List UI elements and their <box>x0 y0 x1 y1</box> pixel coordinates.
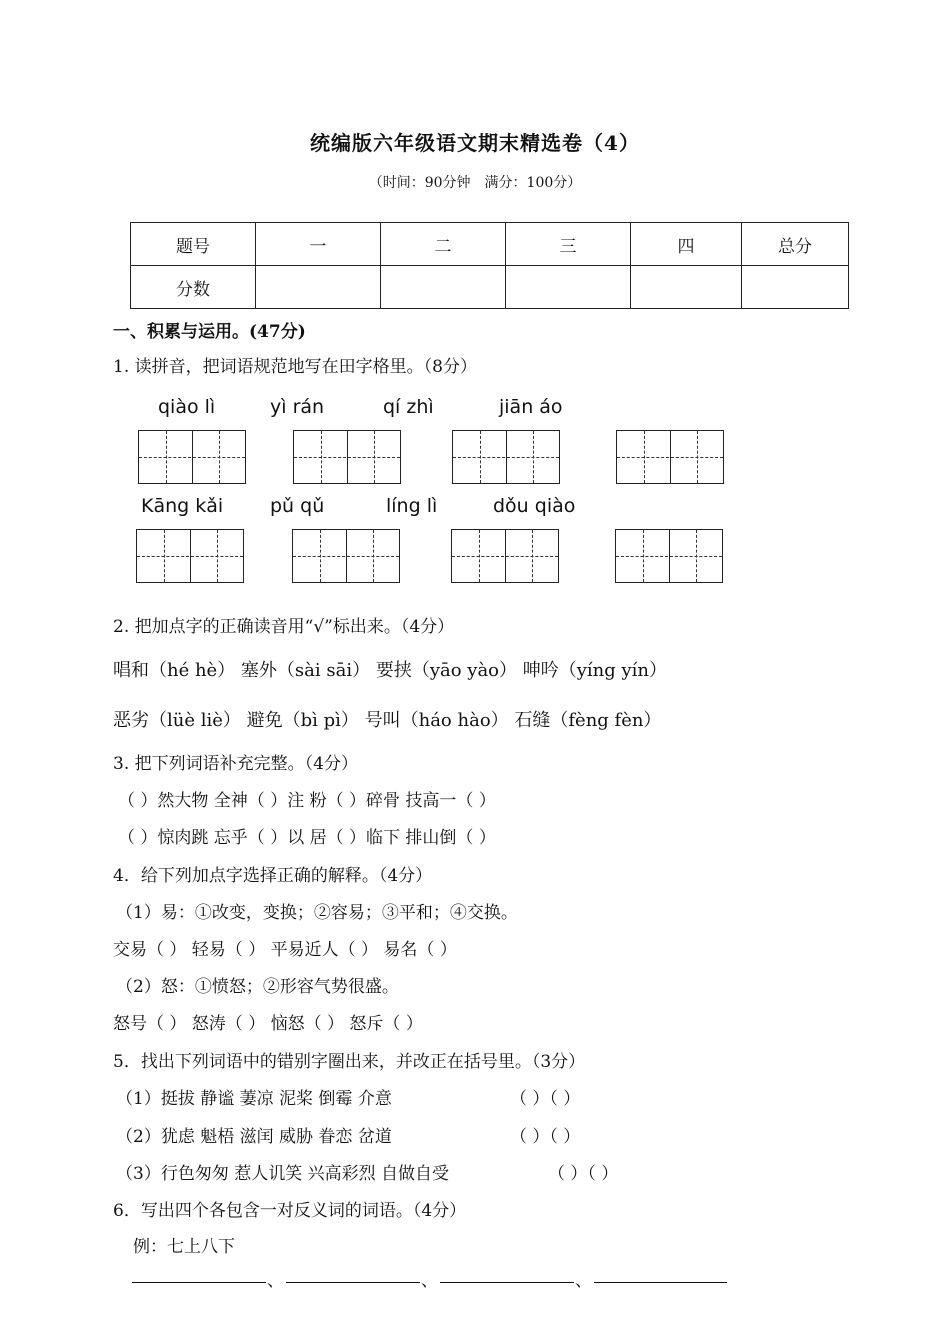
score-table <box>130 222 849 309</box>
section-heading: 一、积累与运用。(47分) <box>113 322 306 342</box>
pinyin: líng lì <box>386 495 438 517</box>
score-cell[interactable] <box>742 266 849 309</box>
header-cell: 总分 <box>742 223 849 266</box>
example-text: 例：七上八下 <box>133 1237 235 1257</box>
question-5-title: 5．找出下列词语中的错别字圈出来，并改正在括号里。（3分） <box>113 1052 586 1072</box>
answer-blank[interactable] <box>132 1282 266 1283</box>
writing-grid[interactable] <box>136 529 244 583</box>
word-list: （2）犹虑 魁梧 滋闰 威胁 眷恋 岔道 <box>116 1127 392 1147</box>
score-cell[interactable] <box>631 266 742 309</box>
pinyin: yì rán <box>270 396 325 418</box>
writing-grid[interactable] <box>451 529 559 583</box>
page-title: 统编版六年级语文期末精选卷（4） <box>310 131 640 155</box>
separator: 、 <box>575 1271 592 1291</box>
header-cell: 四 <box>631 223 742 266</box>
question-3-title: 3. 把下列词语补充完整。（4分） <box>113 754 358 774</box>
score-cell[interactable] <box>506 266 631 309</box>
header-cell: 一 <box>256 223 381 266</box>
exam-info: （时间：90分钟 满分：100分） <box>368 175 582 191</box>
table-row <box>131 223 849 266</box>
answer-brackets: （ ）（ ） <box>510 1127 581 1147</box>
fill-in-line: （ ）惊肉跳 忘乎（ ）以 居（ ）临下 排山倒（ ） <box>118 828 496 848</box>
writing-grid[interactable] <box>292 529 400 583</box>
answer-blank[interactable] <box>286 1282 420 1283</box>
pronunciation-line: 唱和（hé hè） 塞外（sài sāi） 要挟（yāo yào） 呻吟（yíng yín） <box>113 660 668 681</box>
writing-grid[interactable] <box>616 430 724 484</box>
pronunciation-line: 恶劣（lüè liè） 避免（bì pì） 号叫（háo hào） 石缝（fèng fèn） <box>113 710 662 731</box>
word-list: （3）行色匆匆 惹人讥笑 兴高彩烈 自做自受 <box>116 1164 450 1184</box>
answer-brackets: （ ）（ ） <box>548 1164 619 1184</box>
pinyin: Kāng kǎi <box>141 495 224 517</box>
word-list: （1）挺拔 静谧 萋凉 泥桨 倒霉 介意 <box>116 1089 392 1109</box>
pinyin: pǔ qǔ <box>270 495 325 517</box>
question-1-title: 1. 读拼音，把词语规范地写在田字格里。（8分） <box>113 357 477 377</box>
question-4-title: 4．给下列加点字选择正确的解释。（4分） <box>113 866 433 886</box>
score-cell[interactable] <box>381 266 506 309</box>
header-cell: 二 <box>381 223 506 266</box>
definition-line: （1）易：①改变，变换；②容易；③平和；④交换。 <box>116 903 518 923</box>
table-row <box>131 266 849 309</box>
score-cell[interactable] <box>256 266 381 309</box>
definition-line: （2）怒：①愤怒；②形容气势很盛。 <box>116 977 399 997</box>
pinyin: dǒu qiào <box>493 495 576 517</box>
header-cell: 三 <box>506 223 631 266</box>
answer-brackets: （ ）（ ） <box>510 1089 581 1109</box>
writing-grid[interactable] <box>293 430 401 484</box>
writing-grid[interactable] <box>138 430 246 484</box>
header-cell: 题号 <box>131 223 256 266</box>
fill-in-line: （ ）然大物 全神（ ）注 粉（ ）碎骨 技高一（ ） <box>118 791 496 811</box>
answer-line: 怒号（ ） 怒涛（ ） 恼怒（ ） 怒斥（ ） <box>113 1014 423 1034</box>
writing-grid[interactable] <box>615 529 723 583</box>
pinyin: qí zhì <box>383 396 434 418</box>
row-label: 分数 <box>131 266 256 309</box>
answer-blank[interactable] <box>440 1282 574 1283</box>
writing-grid[interactable] <box>452 430 560 484</box>
pinyin: qiào lì <box>158 396 216 418</box>
separator: 、 <box>421 1271 438 1291</box>
answer-line: 交易（ ） 轻易（ ） 平易近人（ ） 易名（ ） <box>113 940 457 960</box>
separator: 、 <box>267 1271 284 1291</box>
pinyin: jiān áo <box>499 396 563 418</box>
question-6-title: 6．写出四个各包含一对反义词的词语。（4分） <box>113 1201 467 1221</box>
answer-blank[interactable] <box>594 1282 727 1283</box>
question-2-title: 2. 把加点字的正确读音用“√”标出来。（4分） <box>113 617 455 637</box>
